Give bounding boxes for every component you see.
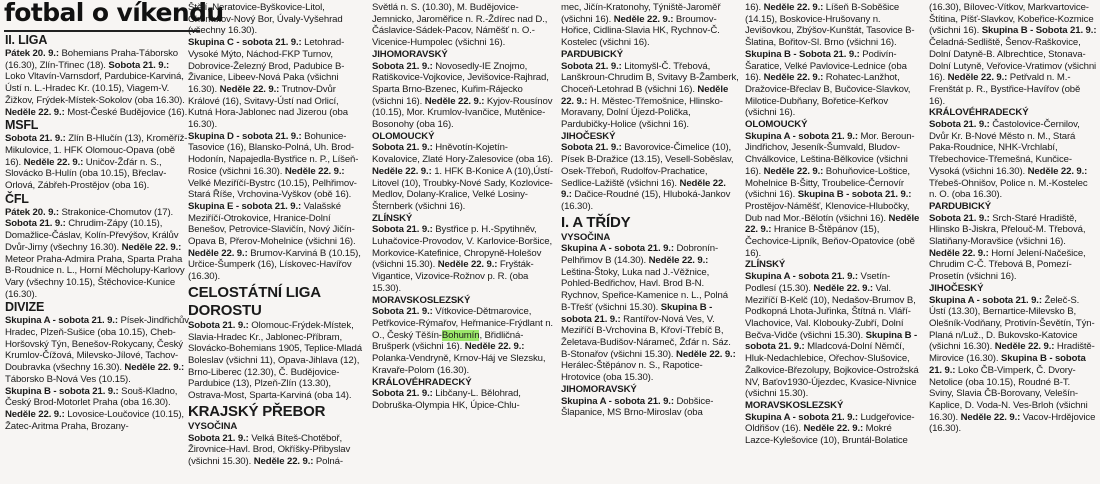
match-date-label: Skupina B - Sobota 21. 9.: — [745, 48, 860, 60]
match-date-label: Sobota 21. 9.: — [188, 319, 249, 331]
fixture-text: Meteor Praha-Admira Praha, Sparta Praha B-Roudnice n. L., Horní Měcholupy-Karlovy Vary (všechny 10.15), Štěchovice-Kunice (16.30). — [5, 253, 185, 300]
fixture-text: Fryšták-Vigantice, Vizovice-Rožnov p. R. (oba 15.30). — [372, 259, 534, 294]
fixture-text: Litomyšl-Č. Třebová, Lanškroun-Chrudim B, Svitavy B-Žamberk, Choceň-Letohrad B (všichni 16). — [561, 60, 739, 95]
region-heading: PARDUBICKÝ — [929, 200, 992, 212]
column-5 — [745, 2, 921, 484]
fixture-paragraph — [188, 131, 365, 201]
fixture-text: Bohuňovice-Loštice, Mohelnice B-Šitty, Troubelice-Černovír (všichni 16). — [745, 165, 910, 201]
match-date-label: Sobota 21. 9.: — [188, 432, 249, 444]
region-heading: KRÁLOVÉHRADECKÝ — [372, 376, 472, 388]
fixture-paragraph — [745, 271, 921, 400]
fixture-paragraph — [188, 320, 365, 402]
fixture-paragraph — [188, 433, 365, 468]
region-heading: MORAVSKOSLEZSKÝ — [745, 399, 844, 411]
match-date-label: Sobota 21. 9.: — [5, 218, 66, 230]
fixture-text: Písek-Jindřichův Hradec, Plzeň-Sušice (oba 10.15), Cheb-Horšovský Týn, Benešov-Rokycany, Český Krumlov-Čížová, Milevsko-Jílové, Tachov-Doubravka (všechny 16.30). — [5, 315, 189, 374]
fixture-text: Bystřice p. H.-Spytihněv, Luhačovice-Provodov, V. Karlovice-Boršice, Morkovice-Katefinice, Chropyně-Holešov (všichni 15.30). — [372, 224, 552, 271]
region-heading: PARDUBICKÝ — [561, 48, 624, 60]
fixture-paragraph — [372, 142, 554, 212]
fixture-text: Ludgeřovice-Oldřišov (16). — [745, 411, 915, 435]
fixture-text: Mokré Lazce-Kylešovice (10), Bruntál-Bolatice — [745, 423, 908, 447]
match-date-label: Neděle 22. 9.: — [803, 423, 864, 435]
fixture-paragraph — [745, 131, 921, 260]
fixture-paragraph — [561, 243, 739, 383]
fixture-text: Želeč-S. Ústí (13.30), Bernartice-Milevsko B, Olešník-Vodňany, Protivín-Ševětín, Týn-Planá n/Luž., D. Bukovsko-Katovice (všichni 16.30). — [929, 294, 1095, 353]
match-date-label: Pátek 20. 9.: — [5, 48, 59, 59]
fixture-text: Novosedly-IE Znojmo, Ratiškovice-Vojkovice, Jevišovice-Rajhrad, Sparta Brno-Bzenec, Kuřim-Rájecko (všichni 16). — [372, 60, 549, 107]
fixture-paragraph — [372, 224, 554, 294]
match-date-label: Skupina E - sobota 21. 9.: — [188, 200, 302, 212]
match-date-label: Neděle 22. 9.: — [1027, 165, 1088, 177]
fixture-text: Olomouc-Frýdek-Místek, Slavia-Hradec Kr., Jablonec-Příbram, Slovácko-Bohemians 1905, Teplice-Mladá Boleslav (všichni 11), Opava-Jihlava (12), Brno-Liberec (12.30), Č. Budějovice-Pardubice (13), Plzeň-Zlín (13.30), Ostrava-Most, Sparta-Karviná (oba 14). — [188, 319, 362, 402]
match-date-label: Sobota 21. 9.: — [372, 388, 433, 400]
fixture-text: Rohatec-Lanžhot, Dražovice-Břeclav B, Bučovice-Slavkov, Milotice-Dubňany, Bořetice-Keřkov (všichni 16). — [745, 72, 911, 119]
fixture-text: Strakonice-Chomutov (17). — [58, 206, 174, 218]
fixture-text: Štětí, Neratovice-Byškovice-Litol, Chomutov-Nový Bor, Úvaly-Vyšehrad (všechny 16.30). — [188, 2, 343, 37]
fixture-text: Častolovice-Černilov, Dvůr Kr. B-Nové Město n. M., Stará Paka-Roudnice, NHK-Vrchlabí, Třebechovice-Třemešná, Kunčice-Vysoká (všichni 16.30). — [929, 119, 1080, 177]
fixture-text: Bavorovice-Čimelice (10), Písek B-Dražice (13.15), Vesell-Soběslav, Osek-Třeboň, Rudolfov-Prachatice, Sedlice-Lažiště (všichni 16). — [561, 142, 734, 189]
match-date-label: Neděle 22. 9.: — [219, 83, 280, 95]
column-6 — [929, 2, 1097, 484]
region-heading: JIHOČESKÝ — [929, 282, 984, 294]
fixture-paragraph — [372, 306, 554, 376]
match-date-label: Neděle 22. 9.: — [676, 348, 736, 360]
match-date-label: Neděle 22. 9.: — [188, 247, 248, 259]
fixture-text: Horní Jelení-Načešice, Chrudim C-Č. Třebová B, Pomezí-Prosetín (všichni 16). — [929, 247, 1086, 283]
fixture-text: Loko ČB-Vimperk, Č. Dvory-Netolice (oba 10.15), Roudné B-T. Sviny, Slavia ČB-Borovany, Velešín-Kaplice, D. Voda-N. Ves-Brloh (všichni 16.30). — [929, 364, 1088, 423]
match-date-label: Neděle 22. 9.: — [745, 212, 920, 236]
region-heading: OLOMOUCKÝ — [745, 119, 808, 131]
match-date-label: Neděle 22. 9.: — [763, 2, 824, 13]
match-date-label: Sobota 21. 9.: — [5, 133, 66, 145]
match-date-label: Neděle 22. 9.: — [464, 341, 525, 353]
title-rule — [4, 30, 200, 32]
fixture-text: Prostějov-Náměšť, Klenovice-Hlubočky, Dub nad Mor.-Bělotín (všichni 16). — [745, 200, 910, 224]
match-date-label: Neděle 22. 9.: — [5, 408, 65, 420]
fixture-text: Valašské Meziříčí-Otrokovice, Hranice-Dolní Benešov, Petrovice-Slavičín, Nový Jičín-Opava B, Přerov-Mohelnice (všichni 16). — [188, 200, 356, 248]
match-date-label: Skupina A - sobota 21. 9.: — [745, 411, 858, 423]
fixture-text: mec, Jičín-Kratonohy, Týniště-Jaroměř (všichni 16). — [561, 2, 721, 25]
fixture-text: Vítkovice-Dětmarovice, Petřkovice-Rýmařov, Heřmanice-Frýdlant n. O., Český Těšín- — [372, 306, 553, 341]
region-heading: ZLÍNSKÝ — [372, 212, 413, 224]
fixture-text: Táborsko B-Nová Ves (10.15). — [5, 373, 131, 385]
fixture-paragraph — [5, 133, 190, 192]
fixture-text: Velká Bíteš-Chotěboř, Žirovnice-Havl. Brod, Okříšky-Přibyslav (všichni 15.30). — [188, 432, 351, 467]
fixture-text: Souš-Kladno, Český Brod-Motorlet Praha (oba 16.30). — [5, 385, 178, 409]
fixture-text: Dobronín-Pelhřimov B (14.30). — [561, 243, 719, 267]
fixture-text: Zlín B-Hlučín (13), Kroměříž-Mikulovice, 1. HFK Olomouc-Opava (obě 16). — [5, 133, 188, 168]
match-date-label: Neděle 22. 9.: — [372, 165, 432, 177]
match-date-label: Neděle 22. 9.: — [960, 411, 1021, 423]
fixture-text: , Břidličná-Brušperk (všichni 16). — [372, 329, 524, 353]
fixture-text: Polná- — [313, 455, 343, 467]
fixture-text: Broumov-Hořice, Cidlina-Slavia HK, Rychnov-Č. Kostelec (všichni 16). — [561, 13, 720, 49]
match-date-label: Neděle 22. 9.: — [23, 156, 84, 168]
highlighted-team: Bohumín — [441, 329, 480, 341]
fixture-text: Bohunice-Tasovice (16), Blansko-Polná, Uh. Brod-Hodonín, Napajedla-Bystřice n. P., Líšeň-Rosice (všichni 16.30). — [188, 130, 359, 177]
match-date-label: Sobota 21. 9.: — [372, 60, 433, 72]
fixture-paragraph — [5, 315, 190, 385]
fixture-text: (16.30), Bílovec-Vítkov, Markvartovice-Štítina, Píšť-Slavkov, Kobeřice-Kozmice (všichni 16). — [929, 2, 1094, 37]
match-date-label: Neděle 22. 9.: — [284, 165, 345, 177]
fixture-text: Bohemians Praha-Táborsko (16.30), Zlín-Třinec (18). — [5, 48, 179, 71]
match-date-label: Sobota 21. 9.: — [561, 142, 622, 154]
column-1 — [5, 33, 190, 484]
fixture-paragraph — [745, 412, 921, 447]
match-date-label: Neděle 22. 9.: — [929, 247, 989, 259]
match-date-label: Skupina B - sobota 21. 9.: — [5, 385, 119, 397]
region-heading: OLOMOUCKÝ — [372, 130, 435, 142]
fixture-text: Dobšice-Šlapanice, MS Brno-Miroslav (oba — [561, 395, 714, 419]
match-date-label: Neděle 22. 9.: — [648, 255, 709, 267]
match-date-label: Sobota 21. 9.: — [929, 212, 990, 224]
column-2 — [188, 2, 365, 484]
fixture-text: Vsetín-Podlesí (15.30). — [745, 271, 891, 294]
match-date-label: Neděle 22. 9.: — [5, 106, 65, 118]
region-heading: JIHOMORAVSKÝ — [372, 48, 448, 60]
fixture-paragraph — [5, 386, 190, 433]
fixture-text: Čeladná-Sedliště, Šenov-Raškovice, Dolní Datyně-B. Albrechtice, Stonava-Dolní Lutyně, Veřovice-Vratimov (všichni 16). — [929, 37, 1097, 84]
match-date-label: Pátek 20. 9.: — [5, 206, 59, 218]
fixture-text: Leština-Štoky, Luka nad J.-Věžnice, Pohled-Bedřichov, Havl. Brod B-N. Rychnov, Speřice-Kamenice n. L., Polná B-Třešť (všichni 15.30). — [561, 266, 728, 313]
match-date-label: Neděle 22. 9.: — [813, 282, 874, 294]
region-heading: VYSOČINA — [188, 420, 238, 432]
match-date-label: Neděle 22. 9.: — [947, 72, 1008, 84]
section-heading: CELOSTÁTNÍ LIGA DOROSTU — [188, 283, 321, 319]
fixture-text: Srch-Staré Hradiště, Hlinsko B-Jiskra, Přelouč-M. Třebová, Slatiňany-Moravšice (všichni 16). — [929, 212, 1086, 248]
match-date-label: Neděle 22. 9.: — [253, 455, 314, 467]
match-date-label: Skupina B - Sobota 21. 9.: — [981, 25, 1097, 37]
column-4 — [561, 2, 739, 484]
fixture-text: Velké Meziříčí-Bystrc (10.15), Pelhřimov-Stará Říše, Vrchovina-Vyškov (obě 16). — [188, 177, 357, 201]
fixture-text: Hněvotín-Kojetín-Kovalovice, Zlaté Hory-Zalesovice (oba 16). — [372, 142, 553, 166]
fixture-text: Rantířov-Nová Ves, V. Meziříčí B-Vrchovina B, Křoví-Třebíč B, Želetava-Budišov-Nárameč, Žďár n. Sáz. B-Stonařov (všichni 15.30). — [561, 313, 731, 360]
match-date-label: Skupina A - sobota 21. 9.: — [561, 243, 674, 255]
fixture-text: Uničov-Žďár n. S., Slovácko B-Hulín (oba 10.15), Břeclav-Orlová, Zábřeh-Prostějov (oba 16). — [5, 156, 167, 192]
match-date-label: Neděle 22. 9.: — [994, 341, 1055, 353]
fixture-text: Třebeš-Ohnišov, Police n. M.-Kostelec n. O. (oba 16.30). — [929, 177, 1088, 201]
match-date-label: Skupina D - sobota 21. 9.: — [188, 130, 302, 142]
fixture-text: Loko Vltavín-Varnsdorf, Pardubice-Karviná, Ústí n. L.-Hradec Kr. (10.15), Viagem-V. Žižkov, Frýdek-Místek-Sokolov (oba 16.30). — [5, 71, 185, 106]
region-heading: VYSOČINA — [561, 231, 611, 243]
match-date-label: Neděle 22. 9.: — [424, 95, 485, 107]
fixture-text: H. Městec-Třemošnice, Hlinsko-Moravany, Dolní Újezd-Polička, Pardubičky-Holice (všichni 16). — [561, 95, 723, 131]
match-date-label: Neděle 22. 9.: — [121, 241, 182, 253]
fixture-text: Líšeň B-Soběšice (14.15), Boskovice-Hrušovany n. Jevišovkou, Zbýšov-Kunštát, Tasovice B-Šlatina, Bořitov-Sl. Brno (všichni 16). — [745, 2, 915, 49]
fixture-paragraph — [929, 213, 1097, 283]
fixture-text: Hradiště-Mirovice (16.30). — [929, 341, 1095, 365]
fixture-text: 16). — [745, 2, 764, 13]
region-heading: KRÁLOVÉHRADECKÝ — [929, 107, 1029, 119]
match-date-label: Neděle 22. 9.: — [437, 259, 498, 271]
fixture-paragraph — [188, 37, 365, 131]
section-heading: DIVIZE — [5, 300, 45, 315]
fixture-text: Lovosice-Loučovice (10.15), Žatec-Aritma Praha, Brozany- — [5, 408, 184, 432]
fixture-paragraph — [372, 388, 554, 411]
region-heading: JIHOČESKÝ — [561, 130, 616, 142]
fixture-text: Letohrad-Vysoké Mýto, Náchod-FKP Turnov, Dobrovice-Železný Brod, Padubice B-Živanice, Libeev-Nová Paka (všichni 16.30). — [188, 37, 345, 95]
match-date-label: Sobota 21. 9.: — [561, 60, 622, 72]
match-date-label: Neděle 22. 9.: — [763, 165, 824, 177]
match-date-label: Skupina A - sobota 21. 9.: — [561, 395, 674, 407]
fixture-text: Dačice-Roudné (15), Hluboká-Jankov (16.30). — [561, 189, 731, 212]
section-heading: KRAJSKÝ PŘEBOR — [188, 402, 326, 420]
fixture-text: Mladcová-Dolní Němčí, Hluk-Nedachlebice, Ořechov-Slušovice, Žalkovice-Březolupy, Bojkovice-Ostrožská NV, Baťov1930-Újezdec, Kvasice-Nivnice (všichni 15.30). — [745, 341, 919, 400]
fixture-text: Kyjov-Rousínov (10.15), Mor. Krumlov-Ivančice, Mutěnice-Bosonohy (oba 16). — [372, 95, 553, 131]
fixture-text: Světlá n. S. (10.30), M. Budějovice-Jemnicko, Jaroměřice n. R.-Ždírec nad D., Čáslavice-Sádek-Pacov, Náměšť n. O.-Vicenice-Humpolec (všichni 16). — [372, 2, 548, 49]
match-date-label: Skupina B - sobota 21. 9.: — [797, 189, 912, 201]
fixture-paragraph — [188, 2, 365, 37]
match-date-label: Sobota 21. 9.: — [372, 306, 433, 318]
fixture-paragraph — [5, 48, 190, 118]
fixture-text: Hranice B-Štěpánov (15), Čechovice-Lipník, Beňov-Opatovice (obě 16). — [745, 224, 915, 259]
match-date-label: Skupina B - sobota 21. 9.: — [745, 329, 918, 353]
fixture-paragraph — [372, 2, 554, 49]
section-heading: I. A TŘÍDY — [561, 213, 631, 231]
fixture-paragraph — [561, 396, 739, 419]
fixture-text: Podivín-Šaratice, Velké Pavlovice-Lednice (oba 16). — [745, 48, 907, 84]
match-date-label: Skupina A - sobota 21. 9.: — [5, 315, 118, 327]
match-date-label: Sobota 21. 9.: — [372, 142, 433, 154]
match-date-label: Skupina B - sobota 21. 9.: — [929, 353, 1086, 376]
fixture-text: Brumov-Karviná B (10.15), Určice-Šumperk (16), Lískovec-Havířov (16.30). — [188, 247, 361, 283]
fixture-paragraph — [561, 2, 739, 49]
page-title: fotbal o víkendu — [4, 0, 224, 27]
match-date-label: Neděle 22. 9.: — [124, 362, 185, 374]
match-date-label: Sobota 21. 9.: — [372, 224, 433, 236]
match-date-label: Neděle 22. 9.: — [763, 72, 824, 84]
fixture-text: Mor. Beroun-Jindřichov, Jeseník-Šumvald, Bludov-Chválkovice, Leština-Bělkovice (všichni 16). — [745, 130, 915, 177]
match-date-label: Neděle 22. 9.: — [613, 13, 674, 25]
fixture-text: Libčany-L. Bělohrad, Dobruška-Olympia HK, Úpice-Chlu- — [372, 388, 521, 411]
match-date-label: Neděle 22. 9.: — [561, 83, 729, 107]
fixture-paragraph — [561, 142, 739, 212]
match-date-label: Skupina C - sobota 21. 9.: — [188, 37, 302, 49]
region-heading: MORAVSKOSLEZSKÝ — [372, 294, 471, 306]
match-date-label: Skupina A - sobota 21. 9.: — [745, 271, 858, 283]
fixture-text: Trutnov-Dvůr Králové (16), Svitavy-Ústí nad Orlicí, Kutná Hora-Jablonec nad Jizerou (oba 16.30). — [188, 83, 348, 131]
fixture-text: Most-České Budějovice (16). — [64, 106, 188, 118]
fixture-text: Polanka-Vendryně, Krnov-Háj ve Slezsku, Kravaře-Polom (16.30). — [372, 353, 546, 376]
fixture-text: Herálec-Štěpánov n. S., Rapotice-Hrotovice (oba 15.30). — [561, 360, 703, 384]
fixture-paragraph — [929, 295, 1097, 435]
fixture-text: Chrudim-Zápy (10.15), Domažlice-Čáslav, Kolín-Převýšov, Králův Dvůr-Jirny (všechny 16.30). — [5, 218, 179, 253]
fixture-text: Val. Meziříčí B-Kelč (10), Nedašov-Brumov B, Podkopná Lhota-Juřinka, Štítná n. Vláří-Vlachovice, Val. Klobouky-Zubří, Dolní Bečva-Vidče (všichni 15.30). — [745, 282, 916, 341]
fixture-paragraph — [929, 2, 1097, 107]
column-3 — [372, 2, 554, 484]
match-date-label: Skupina A - sobota 21. 9.: — [745, 130, 858, 142]
match-date-label: Sobota 21. 9.: — [108, 59, 170, 71]
section-heading: MSFL — [5, 118, 39, 133]
region-heading: ZLÍNSKÝ — [745, 259, 786, 271]
match-date-label: Sobota 21. 9.: — [929, 119, 990, 131]
fixture-paragraph — [5, 207, 190, 301]
section-heading: ČFL — [5, 191, 29, 206]
fixture-paragraph — [745, 2, 921, 119]
section-heading: II. LIGA — [5, 33, 48, 47]
fixture-text: Vacov-Hrdějovice (16.30). — [929, 411, 1096, 435]
fixture-paragraph — [372, 61, 554, 131]
fixture-paragraph — [188, 201, 365, 283]
region-heading: JIHOMORAVSKÝ — [561, 383, 637, 395]
match-date-label: Neděle 22. 9.: — [561, 177, 726, 201]
match-date-label: Skupina B - sobota 21. 9.: — [561, 301, 713, 325]
fixture-text: Petřvald n. M.-Frenštát p. R., Bystřice-Havířov (obě 16). — [929, 72, 1081, 107]
match-date-label: Skupina A - sobota 21. 9.: — [929, 294, 1042, 306]
fixture-paragraph — [929, 119, 1097, 201]
fixture-paragraph — [561, 61, 739, 131]
fixture-text: 1. HFK B-Konice A (10),Ústí-Litovel (10), Troubky-Nové Sady, Kozlovice-Medlov, Dolany-Kralice, Velké Losiny-Šternberk (všichni 16). — [372, 165, 553, 212]
